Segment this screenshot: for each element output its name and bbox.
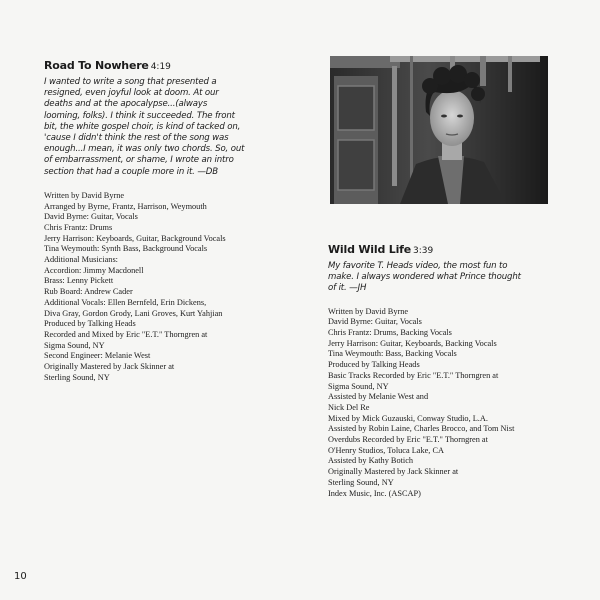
text-line: looming, folks). I think it succeeded. The front [44,110,235,121]
photo-image [330,56,548,204]
text-line: Jerry Harrison: Keyboards, Guitar, Background Vocals [44,233,226,243]
text-line: Basic Tracks Recorded by Eric "E.T." Thorngren at [328,370,499,380]
text-line: Jerry Harrison: Guitar, Keyboards, Backing Vocals [328,338,497,348]
text-line: resigned, even joyful look at doom. At our [44,88,219,99]
text-line: Second Engineer: Melanie West [44,351,151,361]
text-line: of it. —JH [328,283,367,294]
text-line: I wanted to write a song that presented a [44,77,217,87]
text-line: Additional Vocals: Ellen Bernfeld, Erin Dickens, [44,297,207,307]
song-title: Wild Wild Life [328,243,411,256]
song-heading [328,240,554,258]
song-entry-road-to-nowhere [44,56,280,383]
song-duration: 4:19 [150,62,171,72]
text-line: Written by David Byrne [328,306,409,316]
text-line: Assisted by Robin Laine, Charles Brocco, and Tom Nist [328,424,515,434]
text-line: make. I always wondered what Prince thought [328,272,521,283]
text-line: Recorded and Mixed by Eric "E.T." Thorngren at [44,329,208,339]
text-line: My favorite T. Heads video, the most fun to [328,261,508,271]
text-line: Produced by Talking Heads [328,360,420,370]
text-line: Produced by Talking Heads [44,319,136,329]
text-line: Tina Weymouth: Bass, Backing Vocals [328,349,457,359]
song-entry-wild-wild-life [328,240,554,499]
text-line: Accordion: Jimmy Macdonell [44,265,144,275]
text-line: Brass: Lenny Pickett [44,276,114,286]
text-line: Chris Frantz: Drums, Backing Vocals [328,328,452,338]
text-line: Rub Board: Andrew Cader [44,287,133,297]
song-credits [328,307,554,500]
text-line: Sigma Sound, NY [44,340,105,350]
song-title: Road To Nowhere [44,59,149,72]
text-line: Sterling Sound, NY [44,372,110,382]
band-member-photo [330,56,548,204]
text-line: Sterling Sound, NY [328,477,394,487]
text-line: Tina Weymouth: Synth Bass, Background Vocals [44,244,208,254]
text-line: David Byrne: Guitar, Vocals [328,317,422,327]
text-line: enough...I mean, it was only two chords. So, out [44,144,245,155]
text-line: 'cause I didn't think the rest of the song was [44,133,229,144]
text-line: Originally Mastered by Jack Skinner at [44,362,175,372]
text-line: Originally Mastered by Jack Skinner at [328,467,459,477]
text-line: O'Henry Studios, Toluca Lake, CA [328,445,444,455]
song-heading [44,56,280,74]
text-line: Assisted by Kathy Botich [328,456,414,466]
song-credits [44,191,280,384]
text-line: Arranged by Byrne, Frantz, Harrison, Weymouth [44,201,207,211]
text-line: Assisted by Melanie West and [328,392,429,402]
text-line: Chris Frantz: Drums [44,222,113,232]
text-line: bit, the white gospel choir, is kind of tacked on, [44,121,241,132]
text-line: David Byrne: Guitar, Vocals [44,212,138,222]
text-line: Overdubs Recorded by Eric "E.T." Thorngren at [328,435,488,445]
text-line: section that had a couple more in it. —DB [44,166,218,177]
page-number: 10 [14,571,27,582]
text-line: Nick Del Re [328,402,370,412]
text-line: Written by David Byrne [44,190,125,200]
song-duration: 3:39 [412,246,434,256]
text-line: Index Music, Inc. (ASCAP) [328,488,421,498]
text-line: deaths and at the apocalypse...(always [44,99,208,110]
text-line: Mixed by Mick Guzauski, Conway Studio, L.A. [328,413,488,423]
text-line: Sigma Sound, NY [328,381,389,391]
text-line: of embarrassment, or shame, I wrote an intro [44,155,234,166]
song-quote [44,77,280,178]
text-line: Additional Musicians: [44,255,118,265]
song-quote [328,261,554,295]
text-line: Diva Gray, Gordon Grody, Lani Groves, Kurt Yahjian [44,308,223,318]
